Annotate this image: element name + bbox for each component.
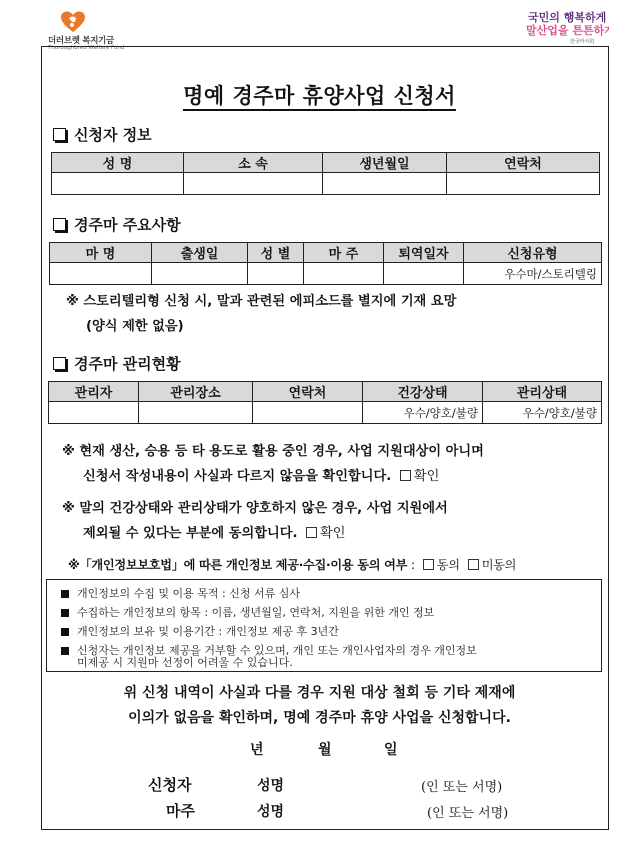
health-options[interactable]: 우수/양호/불량 [363,402,483,424]
col-affiliation: 소 속 [184,153,323,173]
col-manager: 관리자 [49,382,139,402]
horse-birth-field[interactable] [152,263,248,285]
slogan-line-1: 국민의 행복하게 [528,11,607,24]
declaration-line-1: 위 신청 내역이 사실과 다를 경우 지원 대상 철회 등 기타 제재에 [123,685,516,701]
section-horse-heading: 경주마 주요사항 [74,216,181,234]
applicant-table [51,152,600,195]
date-day-label: 일 [384,742,398,758]
date-month-label: 월 [318,742,332,758]
square-bullet-icon [53,128,66,141]
col-manager-contact: 연락처 [253,382,363,402]
horse-table [49,242,602,285]
consent-agree-label: 동의 [436,558,460,572]
fund-name: 더러브렛 복지기금 [48,36,114,46]
section-applicant-heading: 신청자 정보 [74,126,152,144]
form-title [0,80,639,110]
consent-disagree-checkbox[interactable] [468,559,479,570]
confirm2-checkbox[interactable] [306,527,317,538]
storytelling-note-line-1: ※ 스토리텔리형 신청 시, 말과 관련된 에피소드를 별지에 기재 요망 [66,294,457,309]
col-retire-date: 퇴역일자 [384,243,464,263]
section-management-heading: 경주마 관리현황 [74,355,181,373]
applicant-sign-label: 신청자 [148,776,192,794]
slogan-sub: 한국마사회 [570,39,595,45]
location-field[interactable] [139,402,253,424]
section-management [51,353,181,374]
applicant-name-label: 성명 [257,778,285,794]
section-horse [51,214,181,235]
col-name: 성 명 [52,153,184,173]
section-applicant [51,124,152,145]
col-birth: 출생일 [152,243,248,263]
col-birthdate: 생년월일 [323,153,447,173]
privacy-info-box: 개인정보의 수집 및 이용 목적 : 신청 서류 심사 수집하는 개인정보의 항목 : 이름, 생년월일, 연락처, 지원을 위한 개인 정보 개인정보의 보유 및 이용기간 : 개인정보 제공 후 3년간 신청자는 개인정보 제공을 거부할 수 있으며, 개인 또는 개인사업자의 경우 개인정보 미제공 시 지원마 선정이 어려울 수 있습니다. [46,579,602,672]
applicant-affiliation-field[interactable] [184,173,323,195]
confirm2-check-label: 확인 [320,526,346,541]
storytelling-note-line-2: (양식 제한 없음) [86,319,184,334]
horse-sex-field[interactable] [248,263,304,285]
applicant-birthdate-field[interactable] [323,173,447,195]
confirm2-line-2: 제외될 수 있다는 부분에 동의합니다. [83,526,298,541]
consent-disagree-label: 미동의 [481,558,517,572]
col-owner: 마 주 [304,243,384,263]
slogan-line-2: 말산업을 튼튼하게 [526,24,609,37]
owner-sign-label: 마주 [166,802,195,820]
apply-type-options[interactable]: 우수마/스토리텔링 [464,263,602,285]
fund-name-en: Thoroughbred Welfare Fund [48,45,125,51]
slogan-logo [524,6,609,46]
horse-owner-field[interactable] [304,263,384,285]
horse-retire-date-field[interactable] [384,263,464,285]
management-table [48,381,602,424]
consent-agree-checkbox[interactable] [423,559,434,570]
confirm1-check-label: 확인 [413,469,440,484]
col-sex: 성 별 [248,243,304,263]
applicant-contact-field[interactable] [447,173,600,195]
applicant-name-field[interactable] [52,173,184,195]
confirm1-line-2: 신청서 작성내용이 사실과 다르지 않음을 확인합니다. [83,469,392,484]
heart-horse-logo-icon [60,10,86,34]
owner-name-label: 성명 [257,804,285,820]
square-bullet-icon [53,357,66,370]
col-health: 건강상태 [363,382,483,402]
manager-field[interactable] [49,402,139,424]
consent-separator: : [411,558,415,572]
square-bullet-icon [61,628,69,636]
consent-row [68,556,516,573]
horse-name-field[interactable] [50,263,152,285]
owner-sign-hint[interactable]: (인 또는 서명) [427,806,509,821]
slogan-logo-graphic [524,6,609,46]
declaration-line-2: 이의가 없음을 확인하며, 명예 경주마 휴양 사업을 신청합니다. [128,710,511,726]
confirm2-line-1: ※ 말의 건강상태와 관리상태가 양호하지 않은 경우, 사업 지원에서 [62,501,448,516]
col-location: 관리장소 [139,382,253,402]
square-bullet-icon [61,647,69,655]
square-bullet-icon [53,218,66,231]
col-apply-type: 신청유형 [464,243,602,263]
confirm1-line-2-row [83,464,439,490]
consent-text: ※「개인정보보호법」에 따른 개인정보 제공·수집·이용 동의 여부 [68,558,408,572]
square-bullet-icon [61,590,69,598]
manager-contact-field[interactable] [253,402,363,424]
square-bullet-icon [61,609,69,617]
col-contact: 연락처 [447,153,600,173]
manage-status-options[interactable]: 우수/양호/불량 [483,402,602,424]
applicant-sign-hint[interactable]: (인 또는 서명) [421,780,503,795]
date-year-label: 년 [250,742,264,758]
col-manage-status: 관리상태 [483,382,602,402]
col-horse-name: 마 명 [50,243,152,263]
confirm1-checkbox[interactable] [400,470,411,481]
confirm2-line-2-row [83,521,346,547]
form-title-text: 명예 경주마 휴양사업 신청서 [183,84,456,111]
confirm1-line-1: ※ 현재 생산, 승용 등 타 용도로 활용 중인 경우, 사업 지원대상이 아니며 [62,444,484,459]
